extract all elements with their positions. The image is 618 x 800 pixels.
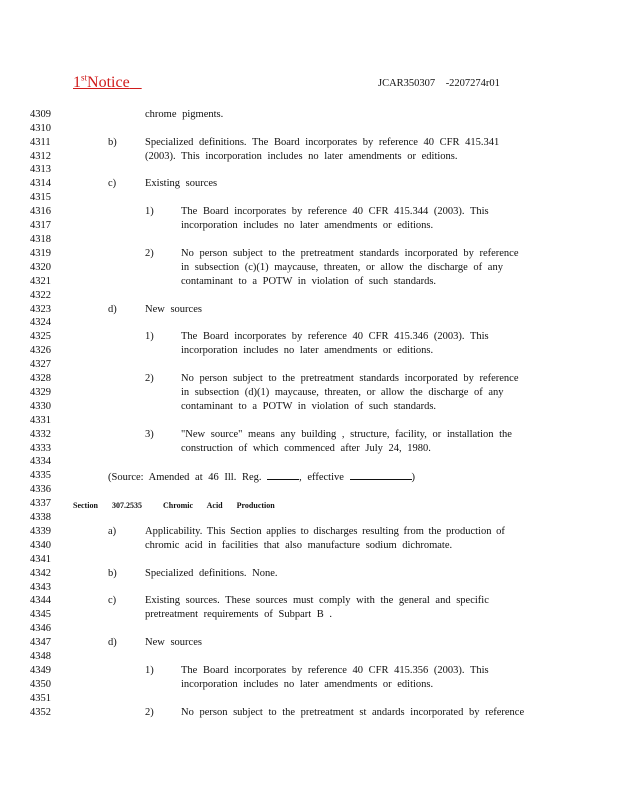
line-number: 4337 [30,498,51,509]
line-number: 4309 [30,109,51,120]
item-b-line2: (2003). This incorporation includes no later amendments or editions. [145,151,458,162]
section-d2-line1: No person subject to the pretreatment st andards incorporated by reference [181,707,525,718]
item-c1-label: 1) [145,206,154,217]
line-number: 4311 [30,137,51,148]
line-number: 4318 [30,234,51,245]
section-c-label: c) [108,595,117,606]
line-number: 4319 [30,248,51,259]
line-number: 4341 [30,554,51,565]
item-d3-line1: "New source" means any building , structure, facility, or installation the [181,429,512,440]
line-number: 4324 [30,317,51,328]
line-number: 4347 [30,637,51,648]
section-a-line2: chromic acid in facilities that also manufacture sodium dichromate. [145,540,453,551]
notice-word: Notice [87,74,130,91]
section-a-line1: Applicability. This Section applies to discharges resulting from the production of [145,526,505,537]
notice-heading [73,74,142,92]
item-c-text: Existing sources [145,178,218,189]
line-number: 4330 [30,401,51,412]
line-number: 4316 [30,206,51,217]
item-b-line1: Specialized definitions. The Board incorporates by reference 40 CFR 415.341 [145,137,500,148]
item-d3-line2: construction of which commenced after July 24, 1980. [181,443,431,454]
line-number: 4327 [30,359,51,370]
line-number: 4350 [30,679,51,690]
line-number: 4340 [30,540,51,551]
item-d-text: New sources [145,304,202,315]
line-number: 4320 [30,262,51,273]
section-d-text: New sources [145,637,202,648]
line-number: 4348 [30,651,51,662]
section-number: 307.2535 [112,501,142,510]
section-c-line1: Existing sources. These sources must comply with the general and specific [145,595,489,606]
line-number: 4338 [30,512,51,523]
line-number: 4317 [30,220,51,231]
line-number: 4334 [30,456,51,467]
section-b-label: b) [108,568,117,579]
section-d1-label: 1) [145,665,154,676]
line-number: 4312 [30,151,51,162]
line-number: 4346 [30,623,51,634]
section-c-line2: pretreatment requirements of Subpart B . [145,609,333,620]
item-c2-label: 2) [145,248,154,259]
item-c1-line2: incorporation includes no later amendments or editions. [181,220,434,231]
notice-ordinal: st [81,72,88,83]
line-number: 4323 [30,304,51,315]
line-number: 4339 [30,526,51,537]
line-number: 4345 [30,609,51,620]
line-number: 4349 [30,665,51,676]
section-d2-label: 2) [145,707,154,718]
item-c2-line2: in subsection (c)(1) maycause, threaten, or allow the discharge of any [181,262,503,273]
item-d1-line2: incorporation includes no later amendments or editions. [181,345,434,356]
section-b-text: Specialized definitions. None. [145,568,278,579]
item-c2-line1: No person subject to the pretreatment standards incorporated by reference [181,248,519,259]
notice-number: 1 [73,74,81,91]
item-d-label: d) [108,304,117,315]
item-c2-line3: contaminant to a POTW in violation of such standards. [181,276,437,287]
line-number: 4336 [30,484,51,495]
line-number: 4352 [30,707,51,718]
line-number: 4351 [30,693,51,704]
section-d-label: d) [108,637,117,648]
line-number: 4342 [30,568,51,579]
line-number: 4335 [30,470,51,481]
line-number: 4329 [30,387,51,398]
section-a-label: a) [108,526,117,537]
item-b-label: b) [108,137,117,148]
section-label: Section [73,501,98,510]
line-number: 4314 [30,178,51,189]
line-number: 4331 [30,415,51,426]
line-number: 4344 [30,595,51,606]
register-volume-blank [267,470,299,480]
line-number: 4322 [30,290,51,301]
source-note: (Source: Amended at 46 Ill. Reg. , effective ) [108,472,416,483]
section-d1-line2: incorporation includes no later amendments or editions. [181,679,434,690]
line-number: 4315 [30,192,51,203]
item-d2-line2: in subsection (d)(1) maycause, threaten, or allow the discharge of any [181,387,504,398]
line-number: 4313 [30,164,51,175]
line-number: 4343 [30,582,51,593]
item-d3-label: 3) [145,429,154,440]
line-number: 4328 [30,373,51,384]
item-d2-line1: No person subject to the pretreatment standards incorporated by reference [181,373,519,384]
section-title: Chromic Acid Production [163,501,275,510]
item-d1-label: 1) [145,331,154,342]
line-number: 4321 [30,276,51,287]
item-d2-line3: contaminant to a POTW in violation of such standards. [181,401,437,412]
line-number: 4332 [30,429,51,440]
line-number: 4326 [30,345,51,356]
effective-date-blank [350,470,412,480]
item-d1-line1: The Board incorporates by reference 40 CFR 415.346 (2003). This [181,331,489,342]
item-c-label: c) [108,178,117,189]
document-id: JCAR350307 -2207274r01 [378,78,500,89]
line-number: 4333 [30,443,51,454]
text-line-4309: chrome pigments. [145,109,224,120]
section-d1-line1: The Board incorporates by reference 40 CFR 415.356 (2003). This [181,665,489,676]
line-number: 4325 [30,331,51,342]
item-c1-line1: The Board incorporates by reference 40 CFR 415.344 (2003). This [181,206,489,217]
item-d2-label: 2) [145,373,154,384]
line-number: 4310 [30,123,51,134]
